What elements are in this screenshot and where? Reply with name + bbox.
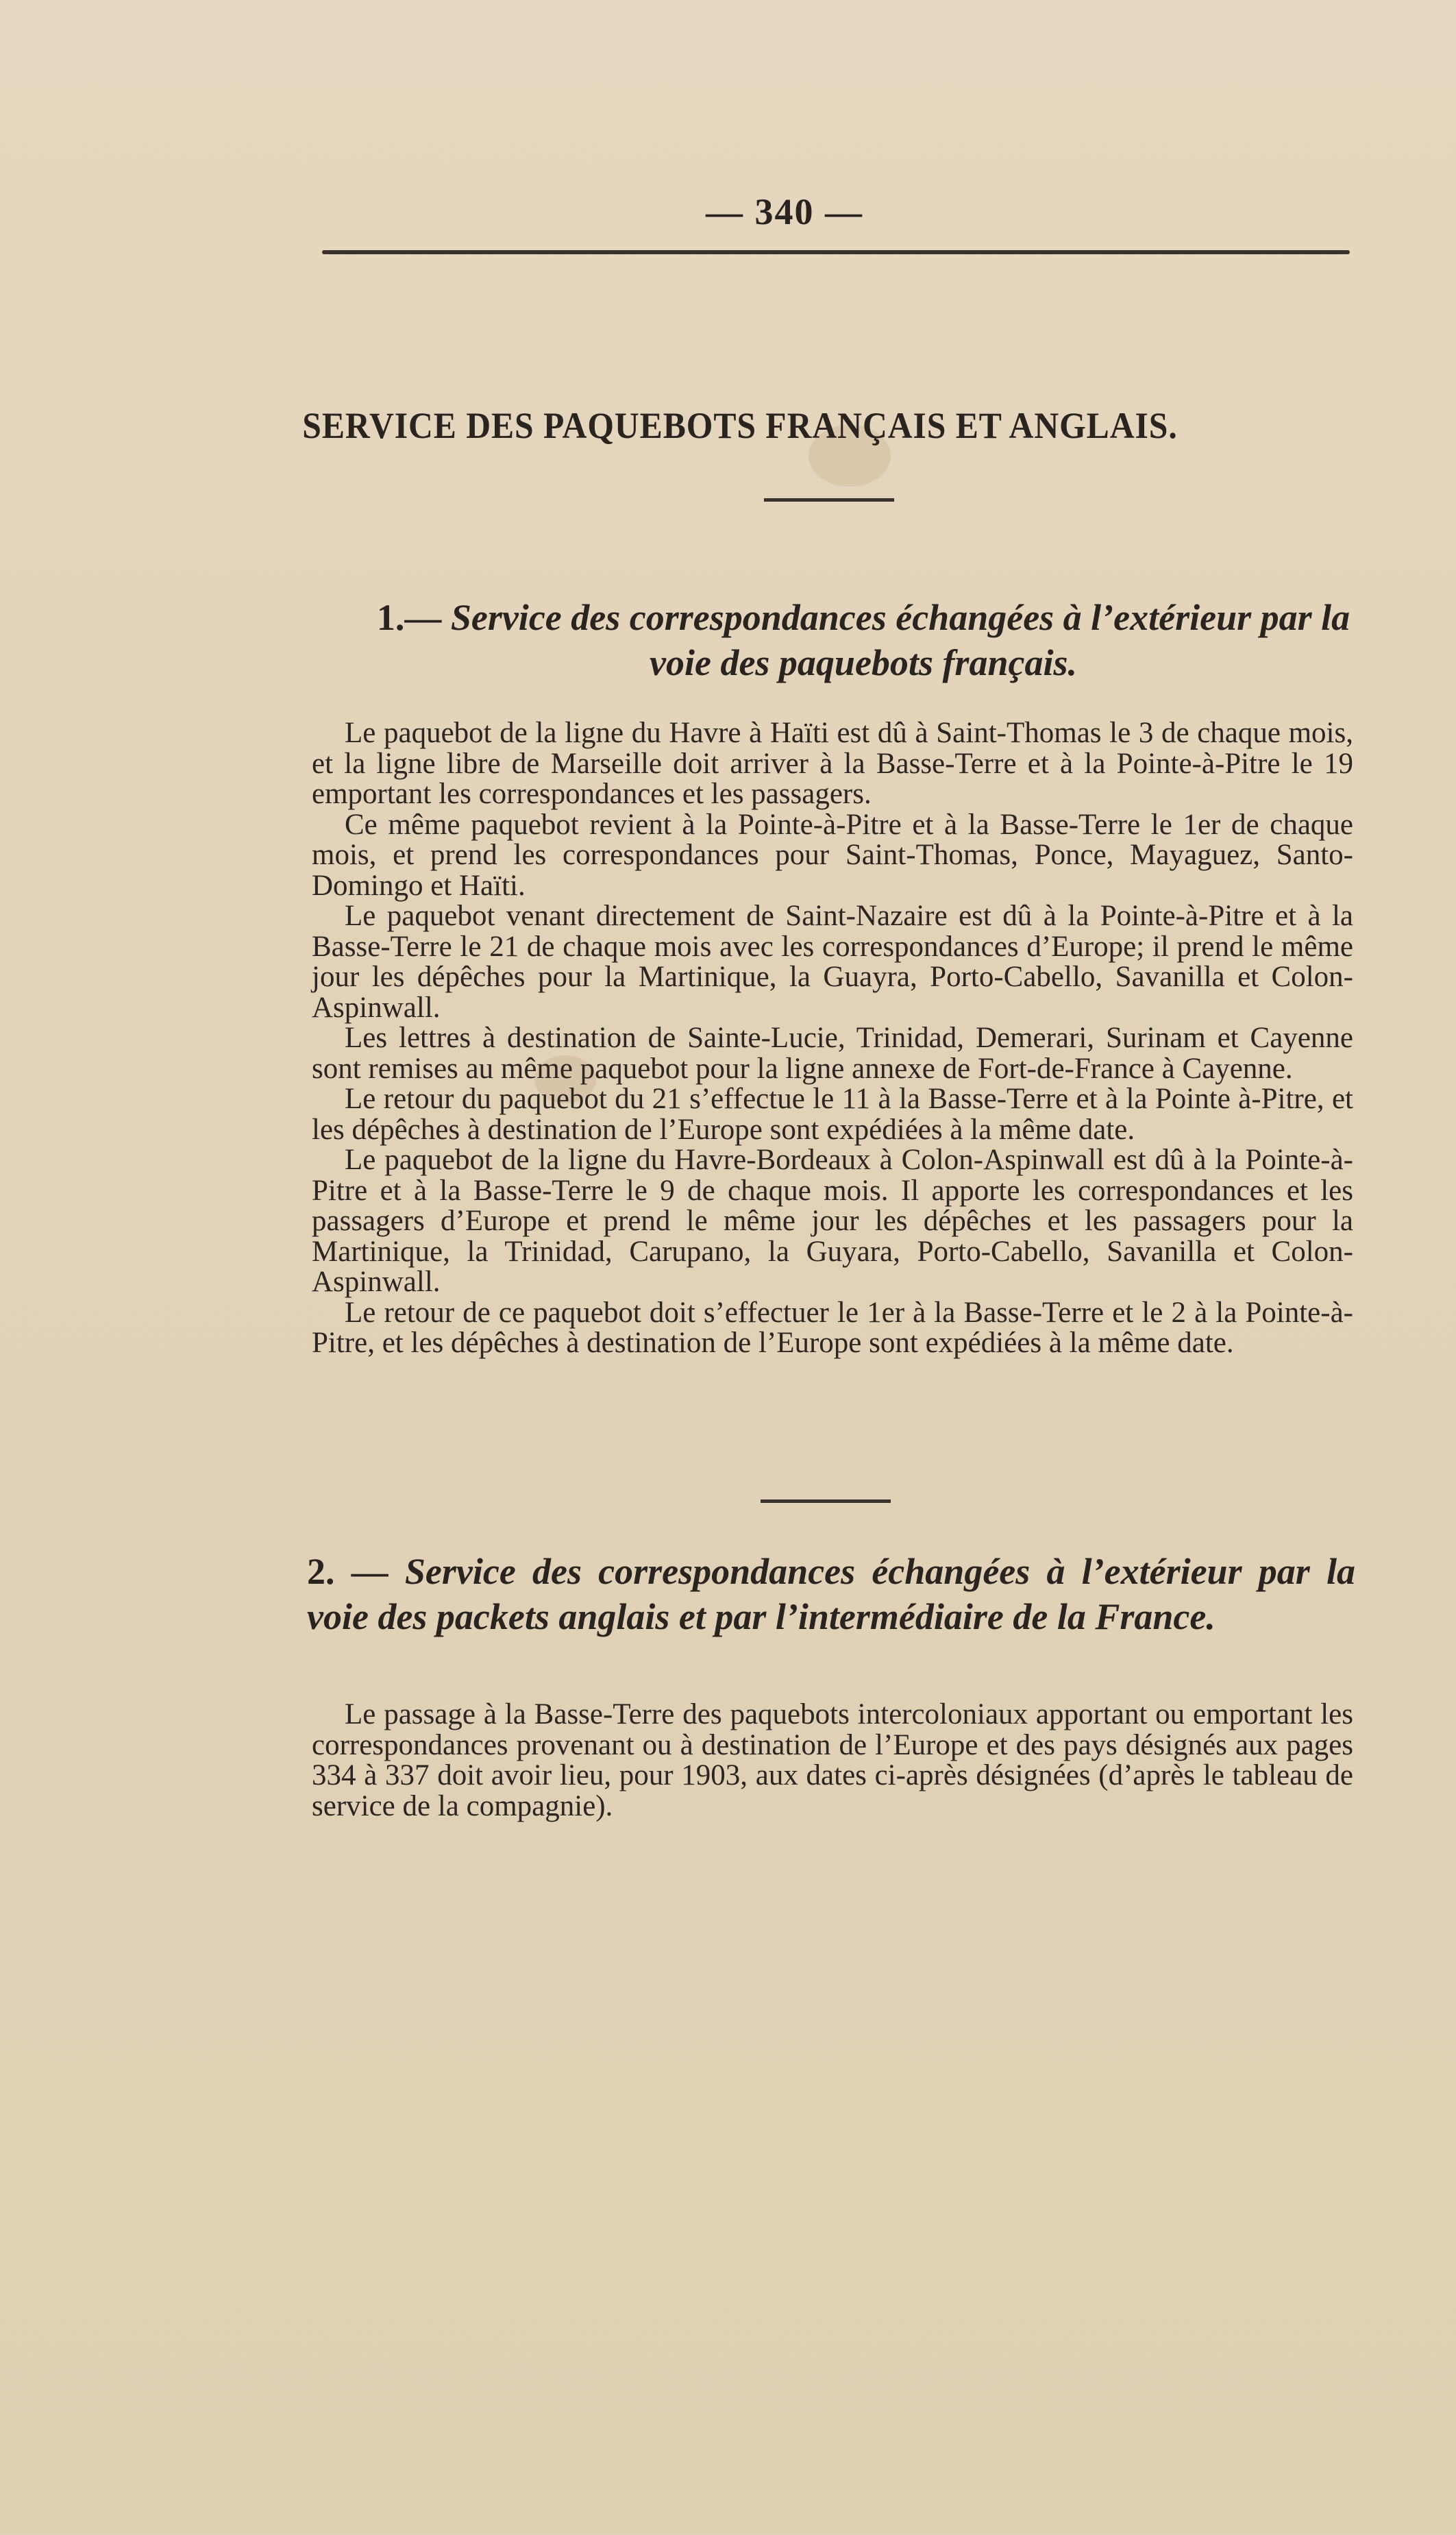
- page-number: — 340 —: [706, 191, 863, 232]
- paragraph: Le passage à la Basse-Terre des paquebots intercoloniaux apportant ou emportant les correspondances provenant ou à destination de l’Europe et des pays désignés aux pages 334 à 337 doit avoir lieu, pour 1903, aux dates ci-après désignées (d’après le tableau de service de la compagnie).: [312, 1698, 1353, 1822]
- section-2-number: 2. —: [307, 1551, 388, 1592]
- section-divider: [761, 1499, 891, 1503]
- paragraph: Le paquebot de la ligne du Havre à Haïti est dû à Saint-Thomas le 3 de chaque mois, et la ligne libre de Marseille doit arriver à la Basse-Terre et à la Pointe-à-Pitre le 19 emportant les correspondances et les passagers.: [312, 717, 1353, 810]
- paragraph: Le retour de ce paquebot doit s’effectuer le 1er à la Basse-Terre et le 2 à la Pointe-à-Pitre, et les dépêches à destination de l’Europe sont expédiées à la même date.: [312, 1296, 1353, 1359]
- paragraph: Ce même paquebot revient à la Pointe-à-Pitre et à la Basse-Terre le 1er de chaque mois, et prend les correspondances pour Saint-Thomas, Ponce, Mayaguez, Santo-Domingo et Haïti.: [312, 808, 1353, 902]
- paragraph: Le retour du paquebot du 21 s’effectue le 11 à la Basse-Terre et à la Pointe à-Pitre, et les dépêches à destination de l’Europe sont expédiées à la même date.: [312, 1083, 1353, 1146]
- section-2-heading: [307, 1549, 1355, 1639]
- section-2-heading-text: Service des correspondances échangées à l’extérieur par la voie des packets anglais et par l’intermédiaire de la France.: [307, 1551, 1355, 1637]
- section-1-heading: [370, 595, 1357, 685]
- section-1-body: [312, 718, 1353, 1359]
- header-rule: [322, 250, 1350, 254]
- paragraph: Les lettres à destination de Sainte-Lucie, Trinidad, Demerari, Surinam et Cayenne sont remises au même paquebot pour la ligne annexe de Fort-de-France à Cayenne.: [312, 1022, 1353, 1085]
- page-title: SERVICE DES PAQUEBOTS FRANÇAIS ET ANGLAIS.: [302, 405, 1178, 446]
- paragraph: Le paquebot de la ligne du Havre-Bordeaux à Colon-Aspinwall est dû à la Pointe-à-Pitre et à la Basse-Terre le 9 de chaque mois. Il apporte les correspondances et les passagers d’Europe et prend le même jour les dépêches et les passagers pour la Martinique, la Trinidad, Carupano, la Guyara, Porto-Cabello, Savanilla et Colon-Aspinwall.: [312, 1144, 1353, 1298]
- title-divider: [764, 498, 894, 502]
- section-1-number: 1.—: [376, 597, 442, 638]
- paragraph: Le paquebot venant directement de Saint-Nazaire est dû à la Pointe-à-Pitre et à la Basse-Terre le 21 de chaque mois avec les correspondances d’Europe; il prend le même jour les dépêches pour la Martinique, la Guayra, Porto-Cabello, Savanilla et Colon-Aspinwall.: [312, 900, 1353, 1024]
- section-1-heading-text: Service des correspondances échangées à l’extérieur par la voie des paquebots français.: [450, 597, 1350, 683]
- section-2-body: [312, 1700, 1353, 1822]
